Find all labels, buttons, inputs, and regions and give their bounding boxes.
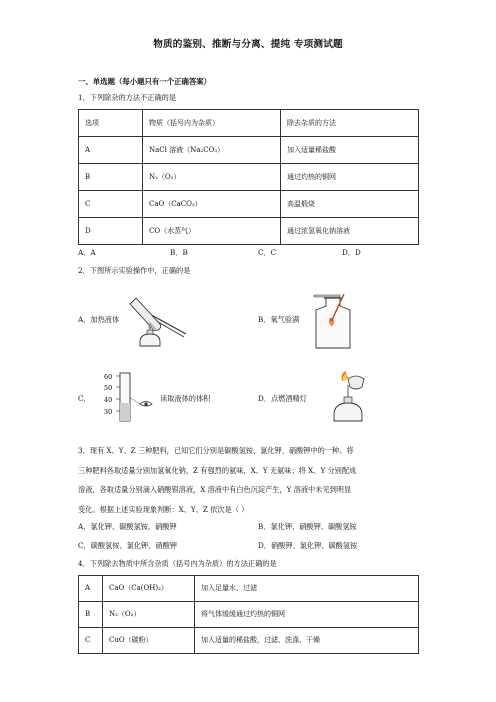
table-cell: CaO（Ca(OH)₂） bbox=[103, 576, 195, 602]
table-cell: N₂（O₂） bbox=[143, 164, 281, 191]
q3-line: 3．现有 X、Y、Z 三种肥料，已知它们分别是碳酸氢铵、氯化钾、硝酸钾中的一种。将 bbox=[78, 446, 354, 455]
q2-option-c-letter: C． bbox=[78, 394, 91, 403]
q2-option-b: B．氧气验满 bbox=[258, 315, 300, 324]
table-row bbox=[79, 602, 419, 628]
oxygen-test-figure bbox=[310, 290, 356, 350]
option-a: A．A bbox=[78, 248, 96, 257]
q2-option-a: A．加热液体 bbox=[78, 315, 120, 324]
q3-line: 溶液，各取适量分别滴入硝酸银溶液，X 溶液中有白色沉淀产生，Y 溶液中未见到明显 bbox=[78, 485, 352, 494]
lighting-lamp-figure bbox=[328, 371, 372, 423]
option-d: D．D bbox=[342, 248, 361, 257]
q3-line: 变化。根据上述实验现象判断：X、Y、Z 依次是（ ） bbox=[78, 504, 249, 514]
table-cell: 加入适量的稀盐酸，过滤、洗涤、干燥 bbox=[195, 628, 419, 654]
table-cell: A bbox=[79, 576, 103, 602]
table-header-cell: 选项 bbox=[79, 110, 143, 137]
table-row bbox=[79, 164, 419, 191]
section-heading: 一、单选题（每小题只有一个正确答案） bbox=[78, 77, 212, 86]
table-row bbox=[79, 218, 419, 245]
table-header-cell: 除去杂质的方法 bbox=[281, 110, 419, 137]
table-cell: 通过灼热的铜网 bbox=[281, 164, 419, 191]
graduated-cylinder-figure bbox=[100, 371, 158, 423]
table-cell: N₂（O₂） bbox=[103, 602, 195, 628]
table-cell: 加入足量水，过滤 bbox=[195, 576, 419, 602]
option-b: B．B bbox=[170, 248, 188, 257]
table-row bbox=[79, 137, 419, 164]
cylinder-tick-label: 40 bbox=[104, 396, 113, 404]
table-cell: B bbox=[79, 164, 143, 191]
table-cell: D bbox=[79, 218, 143, 245]
q1-table bbox=[78, 109, 419, 245]
page-title: 物质的鉴别、推断与分离、提纯 专项测试题 bbox=[153, 39, 343, 50]
q3-option-b: B．氯化钾、硝酸钾、碳酸氢铵 bbox=[258, 522, 357, 531]
table-cell: B bbox=[79, 602, 103, 628]
table-cell: 高温煅烧 bbox=[281, 191, 419, 218]
q3-option-c: C．碳酸氢铵、氯化钾、硝酸钾 bbox=[78, 541, 177, 550]
table-row bbox=[79, 628, 419, 654]
q2-option-d: D．点燃酒精灯 bbox=[258, 394, 307, 403]
q2-stem: 2．下图所示实验操作中，正确的是 bbox=[78, 266, 191, 275]
q4-stem: 4．下列除去物质中所含杂质（括号内为杂质）的方法正确的是 bbox=[78, 559, 277, 568]
option-c: C．C bbox=[258, 248, 277, 257]
table-cell: 加入适量稀盐酸 bbox=[281, 137, 419, 164]
heating-liquid-figure bbox=[122, 290, 194, 352]
cylinder-tick-label: 30 bbox=[104, 408, 113, 416]
table-row bbox=[79, 576, 419, 602]
cylinder-tick-label: 50 bbox=[104, 384, 113, 392]
table-cell: C bbox=[79, 191, 143, 218]
q4-table bbox=[78, 575, 419, 654]
q3-line: 三种肥料各取适量分别加氢氧化钠，Z 有强烈的氨味，X、Y 无氨味；将 X、Y 分别配成 bbox=[78, 465, 357, 475]
q3-option-d: D．硝酸钾、氯化钾、碳酸氢铵 bbox=[258, 541, 358, 550]
table-cell: CaO（CaCO₃） bbox=[143, 191, 281, 218]
table-cell: A bbox=[79, 137, 143, 164]
table-header-cell: 物质（括号内为杂质） bbox=[143, 110, 281, 137]
table-row bbox=[79, 191, 419, 218]
table-cell: 通过浓氢氧化钠溶液 bbox=[281, 218, 419, 245]
table-cell: NaCl 溶液（Na₂CO₃） bbox=[143, 137, 281, 164]
table-cell: C bbox=[79, 628, 103, 654]
table-cell: CuO（碳粉） bbox=[103, 628, 195, 654]
q1-stem: 1．下列除杂的方法不正确的是 bbox=[78, 93, 177, 102]
q3-option-a: A．氯化钾、碳酸氢铵、硝酸钾 bbox=[78, 522, 177, 531]
q2-option-c-text: 读取液体的体积 bbox=[160, 394, 211, 403]
q3-stem bbox=[78, 441, 418, 519]
table-cell: CO（水蒸气） bbox=[143, 218, 281, 245]
table-cell: 将气体缓缓通过灼热的铜网 bbox=[195, 602, 419, 628]
table-header-row bbox=[79, 110, 419, 137]
cylinder-tick-label: 60 bbox=[104, 373, 113, 381]
